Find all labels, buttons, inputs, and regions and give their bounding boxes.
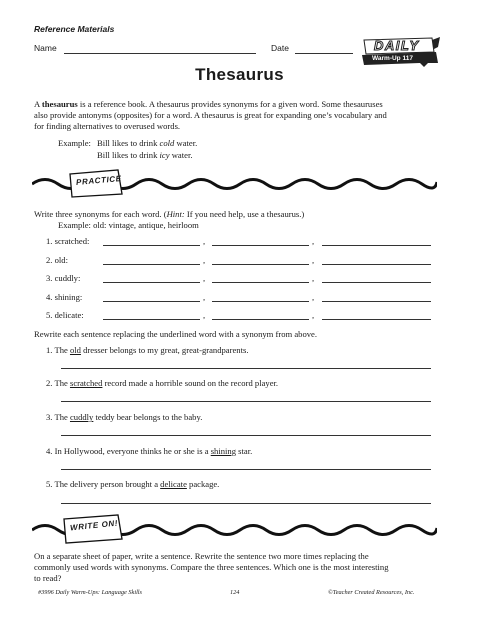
section-label: Reference Materials — [34, 24, 115, 34]
synonym-3-answer-3[interactable] — [322, 282, 431, 283]
rewrite-4-underlined-word: shining — [210, 446, 237, 456]
synonym-2-answer-1[interactable] — [103, 264, 200, 265]
rewrite-2-underlined-word: scratched — [69, 378, 103, 388]
synonym-2-answer-2[interactable] — [212, 264, 309, 265]
daily-badge-top: DAILY — [374, 38, 420, 53]
rewrite-item-1 — [46, 345, 248, 357]
rewrite-item-5 — [46, 479, 219, 491]
page-title: Thesaurus — [195, 65, 284, 84]
rewrite-3-pre: The — [54, 412, 70, 422]
footer-left: #3996 Daily Warm-Ups: Language Skills — [38, 589, 143, 596]
example-1-start: Bill likes to drink — [97, 138, 160, 148]
rewrite-3-underlined-word: cuddly — [69, 412, 94, 422]
rewrite-2-answer-line[interactable] — [61, 401, 431, 402]
synonym-2-answer-3[interactable] — [322, 264, 431, 265]
intro-line-1-end: is a reference book. A thesaurus provides synonyms for a given word. Some thesauruses — [77, 99, 383, 109]
intro-line-3: for finding alternatives to overused words. — [34, 121, 181, 131]
synonyms-instruction-start: Write three synonyms for each word. ( — [34, 209, 167, 219]
synonym-2-comma-2: , — [312, 255, 315, 265]
synonym-item-2: 2. old: — [46, 255, 68, 265]
rewrite-item-2 — [46, 378, 278, 390]
rewrite-2-pre: The — [54, 378, 70, 388]
rewrite-4-answer-line[interactable] — [61, 469, 431, 470]
synonyms-instruction — [34, 209, 304, 221]
synonym-1-answer-1[interactable] — [103, 245, 200, 246]
example-label: Example: — [58, 138, 91, 148]
name-field[interactable] — [64, 53, 256, 54]
synonym-3-comma-1: , — [203, 273, 206, 283]
synonym-2-comma-1: , — [203, 255, 206, 265]
synonym-4-answer-3[interactable] — [322, 301, 431, 302]
example-1-end: water. — [174, 138, 198, 148]
example-sentence-1 — [97, 138, 197, 150]
rewrite-2-num: 2. — [46, 378, 53, 388]
example-2-word: icy — [159, 150, 170, 160]
footer-right: ©Teacher Created Resources, Inc. — [328, 589, 415, 596]
synonym-5-comma-1: , — [203, 310, 206, 320]
synonym-5-comma-2: , — [312, 310, 315, 320]
intro-line-1-start: A — [34, 99, 42, 109]
rewrite-1-underlined-word: old — [69, 345, 81, 355]
rewrite-3-post: teddy bear belongs to the baby. — [93, 412, 203, 422]
synonym-4-answer-1[interactable] — [103, 301, 200, 302]
intro-line-2: also provide antonyms (opposites) for a word. A thesaurus is great for expanding one’s vocabulary and — [34, 110, 387, 120]
rewrite-4-post: star. — [236, 446, 253, 456]
example-2-end: water. — [169, 150, 193, 160]
intro-line-1 — [34, 99, 383, 111]
synonym-item-1: 1. scratched: — [46, 236, 90, 246]
rewrite-item-4 — [46, 446, 252, 458]
synonym-3-answer-1[interactable] — [103, 282, 200, 283]
synonym-5-answer-1[interactable] — [103, 319, 200, 320]
intro-bold-word: thesaurus — [41, 99, 78, 109]
date-field[interactable] — [295, 53, 353, 54]
synonym-4-comma-2: , — [312, 292, 315, 302]
synonym-1-answer-3[interactable] — [322, 245, 431, 246]
name-label: Name — [34, 43, 57, 53]
rewrite-3-num: 3. — [46, 412, 53, 422]
example-2-start: Bill likes to drink — [97, 150, 160, 160]
write-on-divider — [32, 514, 437, 544]
rewrite-5-underlined-word: delicate — [160, 479, 187, 489]
synonym-4-comma-1: , — [203, 292, 206, 302]
synonym-1-answer-2[interactable] — [212, 245, 309, 246]
synonym-4-answer-2[interactable] — [212, 301, 309, 302]
rewrite-1-post: dresser belongs to my great, great-grandparents. — [80, 345, 249, 355]
rewrite-instruction: Rewrite each sentence replacing the underlined word with a synonym from above. — [34, 329, 318, 339]
synonym-1-comma-1: , — [203, 236, 206, 246]
practice-divider — [32, 168, 437, 198]
example-sentence-2 — [97, 150, 193, 162]
closing-line-3: to read? — [34, 573, 62, 583]
rewrite-2-post: record made a horrible sound on the record player. — [102, 378, 279, 388]
synonym-3-comma-2: , — [312, 273, 315, 283]
rewrite-item-3 — [46, 412, 202, 424]
synonyms-hint: Hint: — [166, 209, 185, 219]
synonym-5-answer-2[interactable] — [212, 319, 309, 320]
synonym-item-4: 4. shining: — [46, 292, 83, 302]
daily-badge-bottom: Warm-Up 117 — [372, 55, 413, 62]
rewrite-1-pre: The — [54, 345, 70, 355]
synonym-item-5: 5. delicate: — [46, 310, 84, 320]
rewrite-5-post: package. — [186, 479, 220, 489]
write-on-badge: WRITE ON! — [69, 518, 119, 533]
synonyms-instruction-end: If you need help, use a thesaurus.) — [184, 209, 305, 219]
closing-line-1: On a separate sheet of paper, write a sentence. Rewrite the sentence two more times replacing the — [34, 551, 369, 561]
rewrite-1-num: 1. — [46, 345, 53, 355]
closing-line-2: commonly used words with synonyms. Compare the three sentences. Which one is the most interesting — [34, 562, 389, 572]
practice-badge: PRACTICE — [75, 174, 123, 187]
example-1-word: cold — [159, 138, 175, 148]
rewrite-1-answer-line[interactable] — [61, 368, 431, 369]
synonym-3-answer-2[interactable] — [212, 282, 309, 283]
footer-page-number: 124 — [230, 589, 240, 596]
date-label: Date — [271, 43, 289, 53]
synonym-item-3: 3. cuddly: — [46, 273, 81, 283]
rewrite-3-answer-line[interactable] — [61, 435, 431, 436]
rewrite-5-num: 5. — [46, 479, 53, 489]
rewrite-5-answer-line[interactable] — [61, 503, 431, 504]
synonym-5-answer-3[interactable] — [322, 319, 431, 320]
rewrite-5-pre: The delivery person brought a — [54, 479, 161, 489]
synonym-1-comma-2: , — [312, 236, 315, 246]
rewrite-4-num: 4. — [46, 446, 53, 456]
rewrite-4-pre: In Hollywood, everyone thinks he or she is a — [54, 446, 211, 456]
synonyms-example: Example: old: vintage, antique, heirloom — [58, 220, 199, 230]
